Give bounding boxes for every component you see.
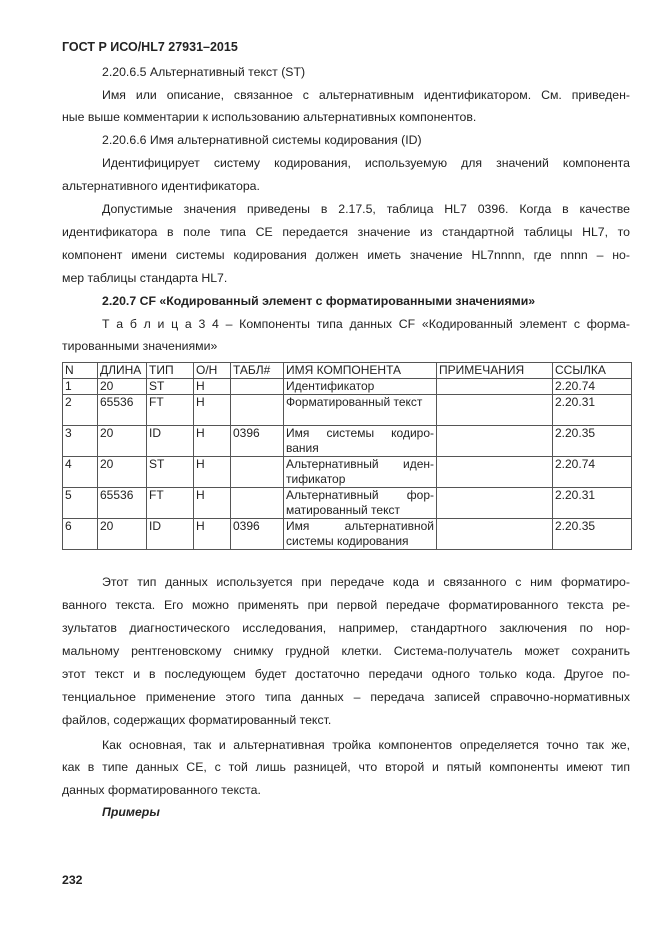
header-cell: ИМЯ КОМПОНЕНТА	[284, 363, 437, 379]
text-line: идентификатора в поле типа CE передается значение из стандартной таблицы HL7, то	[62, 225, 630, 239]
table-cell: Имя альтернативной системы кодирования	[284, 519, 437, 550]
table-cell	[231, 457, 284, 488]
header-cell: О/Н	[194, 363, 231, 379]
header-cell: ССЫЛКА	[553, 363, 632, 379]
table-cell: Н	[194, 426, 231, 457]
section-title: 2.20.6.6 Имя альтернативной системы кодирования (ID)	[102, 133, 422, 147]
header-cell: N	[63, 363, 98, 379]
table-cell: 65536	[98, 488, 147, 519]
table-cell: Н	[194, 488, 231, 519]
table-caption: Т а б л и ц а 3 4 – Компоненты типа данных CF «Кодированный элемент с форма-	[102, 317, 630, 331]
header-cell: ТИП	[147, 363, 194, 379]
table-cell	[437, 379, 553, 395]
text-line: тенциальное применение этого типа данных – передача записей справочно-нормативных	[62, 690, 630, 704]
table-cell	[231, 379, 284, 395]
text-line: зультатов диагностического исследования, например, стандартного заключения по нор-	[62, 621, 630, 635]
table-cell: Н	[194, 457, 231, 488]
table-cell: FT	[147, 395, 194, 426]
table-cell: 20	[98, 457, 147, 488]
table-cell	[437, 395, 553, 426]
text-line: Как основная, так и альтернативная тройка компонентов определяется точно так же,	[102, 738, 630, 752]
table-cell	[437, 457, 553, 488]
table-cell	[231, 488, 284, 519]
table-cell: 0396	[231, 519, 284, 550]
section-heading: 2.20.7 CF «Кодированный элемент с форматированными значениями»	[102, 294, 536, 308]
table-cell: 2	[63, 395, 98, 426]
table-cell: Идентификатор	[284, 379, 437, 395]
table-cell	[231, 395, 284, 426]
text-line: Этот тип данных используется при передаче кода и связанного с ним форматиро-	[102, 575, 630, 589]
table-cell: ST	[147, 379, 194, 395]
table-cell: 20	[98, 519, 147, 550]
text-line: мальному рентгеновскому снимку грудной клетки. Система-получатель может сохранить	[62, 644, 630, 658]
table-cell: FT	[147, 488, 194, 519]
table-cell: 0396	[231, 426, 284, 457]
table-cell: Форматированный текст	[284, 395, 437, 426]
table-row	[63, 426, 632, 457]
table-cell: Н	[194, 519, 231, 550]
table-caption: тированными значениями»	[62, 339, 218, 353]
text-line: компонент имени системы кодирования должен иметь значение HL7nnnn, где nnnn – но-	[62, 248, 630, 262]
table-cell: 3	[63, 426, 98, 457]
table-cell: 6	[63, 519, 98, 550]
examples-heading: Примеры	[102, 805, 160, 819]
text-line: ные выше комментарии к использованию альтернативных компонентов.	[62, 110, 477, 124]
table-row	[63, 488, 632, 519]
table-header-row	[63, 363, 632, 379]
text-line: Идентифицирует систему кодирования, используемую для значений компонента	[102, 156, 630, 170]
table-cell: ID	[147, 519, 194, 550]
table-cell	[437, 519, 553, 550]
page-number: 232	[62, 873, 83, 887]
table-cell	[437, 488, 553, 519]
table-row	[63, 395, 632, 426]
section-title: 2.20.6.5 Альтернативный текст (ST)	[102, 65, 306, 79]
table-cell: 2.20.74	[553, 457, 632, 488]
text-line: этот текст и в последующем будет достаточно передачи одного только кода. Другое по-	[62, 667, 630, 681]
table-cell: 2.20.35	[553, 519, 632, 550]
table-cell: 1	[63, 379, 98, 395]
table-cell: 20	[98, 379, 147, 395]
table-cell: 5	[63, 488, 98, 519]
text-line: мер таблицы стандарта HL7.	[62, 271, 228, 285]
table-cell: ST	[147, 457, 194, 488]
table-cell: 2.20.35	[553, 426, 632, 457]
table-cell: 2.20.31	[553, 488, 632, 519]
table-row	[63, 457, 632, 488]
table-cell: 2.20.74	[553, 379, 632, 395]
table-cell: Альтернативный иден-тификатор	[284, 457, 437, 488]
table-row	[63, 519, 632, 550]
table-cell	[437, 426, 553, 457]
table-cell: 20	[98, 426, 147, 457]
header-cell: ПРИМЕЧАНИЯ	[437, 363, 553, 379]
table-cell: Н	[194, 395, 231, 426]
table-cell: 2.20.31	[553, 395, 632, 426]
text-line: Имя или описание, связанное с альтернативным идентификатором. См. приведен-	[102, 88, 630, 102]
table-cell: ID	[147, 426, 194, 457]
header-cell: ДЛИНА	[98, 363, 147, 379]
table-cell: Н	[194, 379, 231, 395]
components-table	[62, 362, 632, 550]
document-header: ГОСТ Р ИСО/HL7 27931–2015	[62, 40, 238, 54]
text-line: альтернативного идентификатора.	[62, 179, 260, 193]
table-row	[63, 379, 632, 395]
header-cell: ТАБЛ#	[231, 363, 284, 379]
text-line: данных форматированного текста.	[62, 783, 261, 797]
text-line: как в типе данных CE, с той лишь разницей, что второй и пятый компоненты имеют тип	[62, 760, 630, 774]
table-cell: 65536	[98, 395, 147, 426]
text-line: ванного текста. Его можно применять при первой передаче форматированного текста ре-	[62, 598, 630, 612]
table-cell: Имя системы кодиро-вания	[284, 426, 437, 457]
table-cell: Альтернативный фор-матированный текст	[284, 488, 437, 519]
table-cell: 4	[63, 457, 98, 488]
text-line: Допустимые значения приведены в 2.17.5, таблица HL7 0396. Когда в качестве	[102, 202, 630, 216]
text-line: файлов, содержащих форматированный текст.	[62, 713, 332, 727]
